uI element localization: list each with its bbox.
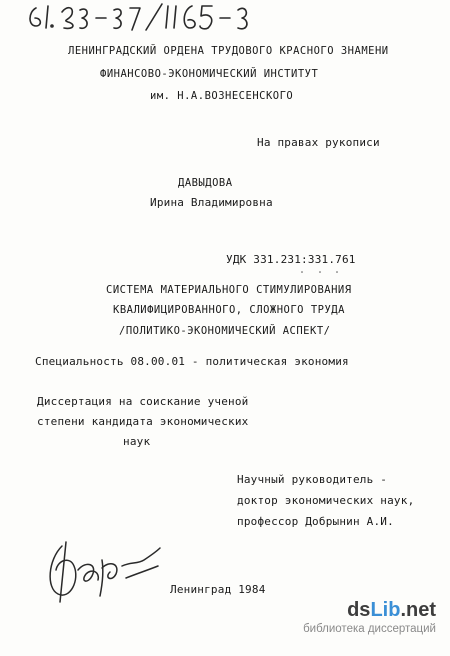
supervisor-line-1: Научный руководитель - xyxy=(237,473,388,486)
author-name: Ирина Владимировна xyxy=(150,196,273,209)
watermark-logo-part3: .net xyxy=(400,599,436,621)
dissertation-line-1: Диссертация на соискание ученой xyxy=(37,395,249,408)
title-line-1: СИСТЕМА МАТЕРИАЛЬНОГО СТИМУЛИРОВАНИЯ xyxy=(106,284,352,296)
author-surname: ДАВЫДОВА xyxy=(178,177,233,189)
dslib-watermark xyxy=(246,598,436,642)
handwritten-archive-number xyxy=(22,0,262,34)
watermark-subtitle: библиотека диссертаций xyxy=(303,623,436,635)
udk-code: УДК 331.231:331.761 xyxy=(226,253,356,266)
supervisor-line-2: доктор экономических наук, xyxy=(237,494,415,507)
watermark-logo-part2: Lib xyxy=(370,599,401,621)
specialty: Специальность 08.00.01 - политическая экономия xyxy=(35,355,349,368)
title-line-3: /ПОЛИТИКО-ЭКОНОМИЧЕСКИЙ АСПЕКТ/ xyxy=(119,325,331,337)
watermark-logo xyxy=(347,598,436,622)
dissertation-line-3: наук xyxy=(123,435,151,448)
dissertation-line-2: степени кандидата экономических xyxy=(37,415,249,428)
institution-line-3: им. Н.А.ВОЗНЕСЕНСКОГО xyxy=(150,90,294,102)
handwritten-signature xyxy=(40,530,170,610)
institution-line-2: ФИНАНСОВО-ЭКОНОМИЧЕСКИЙ ИНСТИТУТ xyxy=(100,68,319,80)
institution-line-1: ЛЕНИНГРАДСКИЙ ОРДЕНА ТРУДОВОГО КРАСНОГО ЗНАМЕНИ xyxy=(68,45,389,57)
manuscript-note: На правах рукописи xyxy=(257,136,380,149)
title-line-2: КВАЛИФИЦИРОВАННОГО, СЛОЖНОГО ТРУДА xyxy=(113,304,345,316)
watermark-logo-part1: ds xyxy=(347,599,371,621)
city-year: Ленинград 1984 xyxy=(170,583,266,596)
supervisor-line-3: профессор Добрынин А.И. xyxy=(237,515,394,528)
udk-underline-marks xyxy=(300,270,340,274)
